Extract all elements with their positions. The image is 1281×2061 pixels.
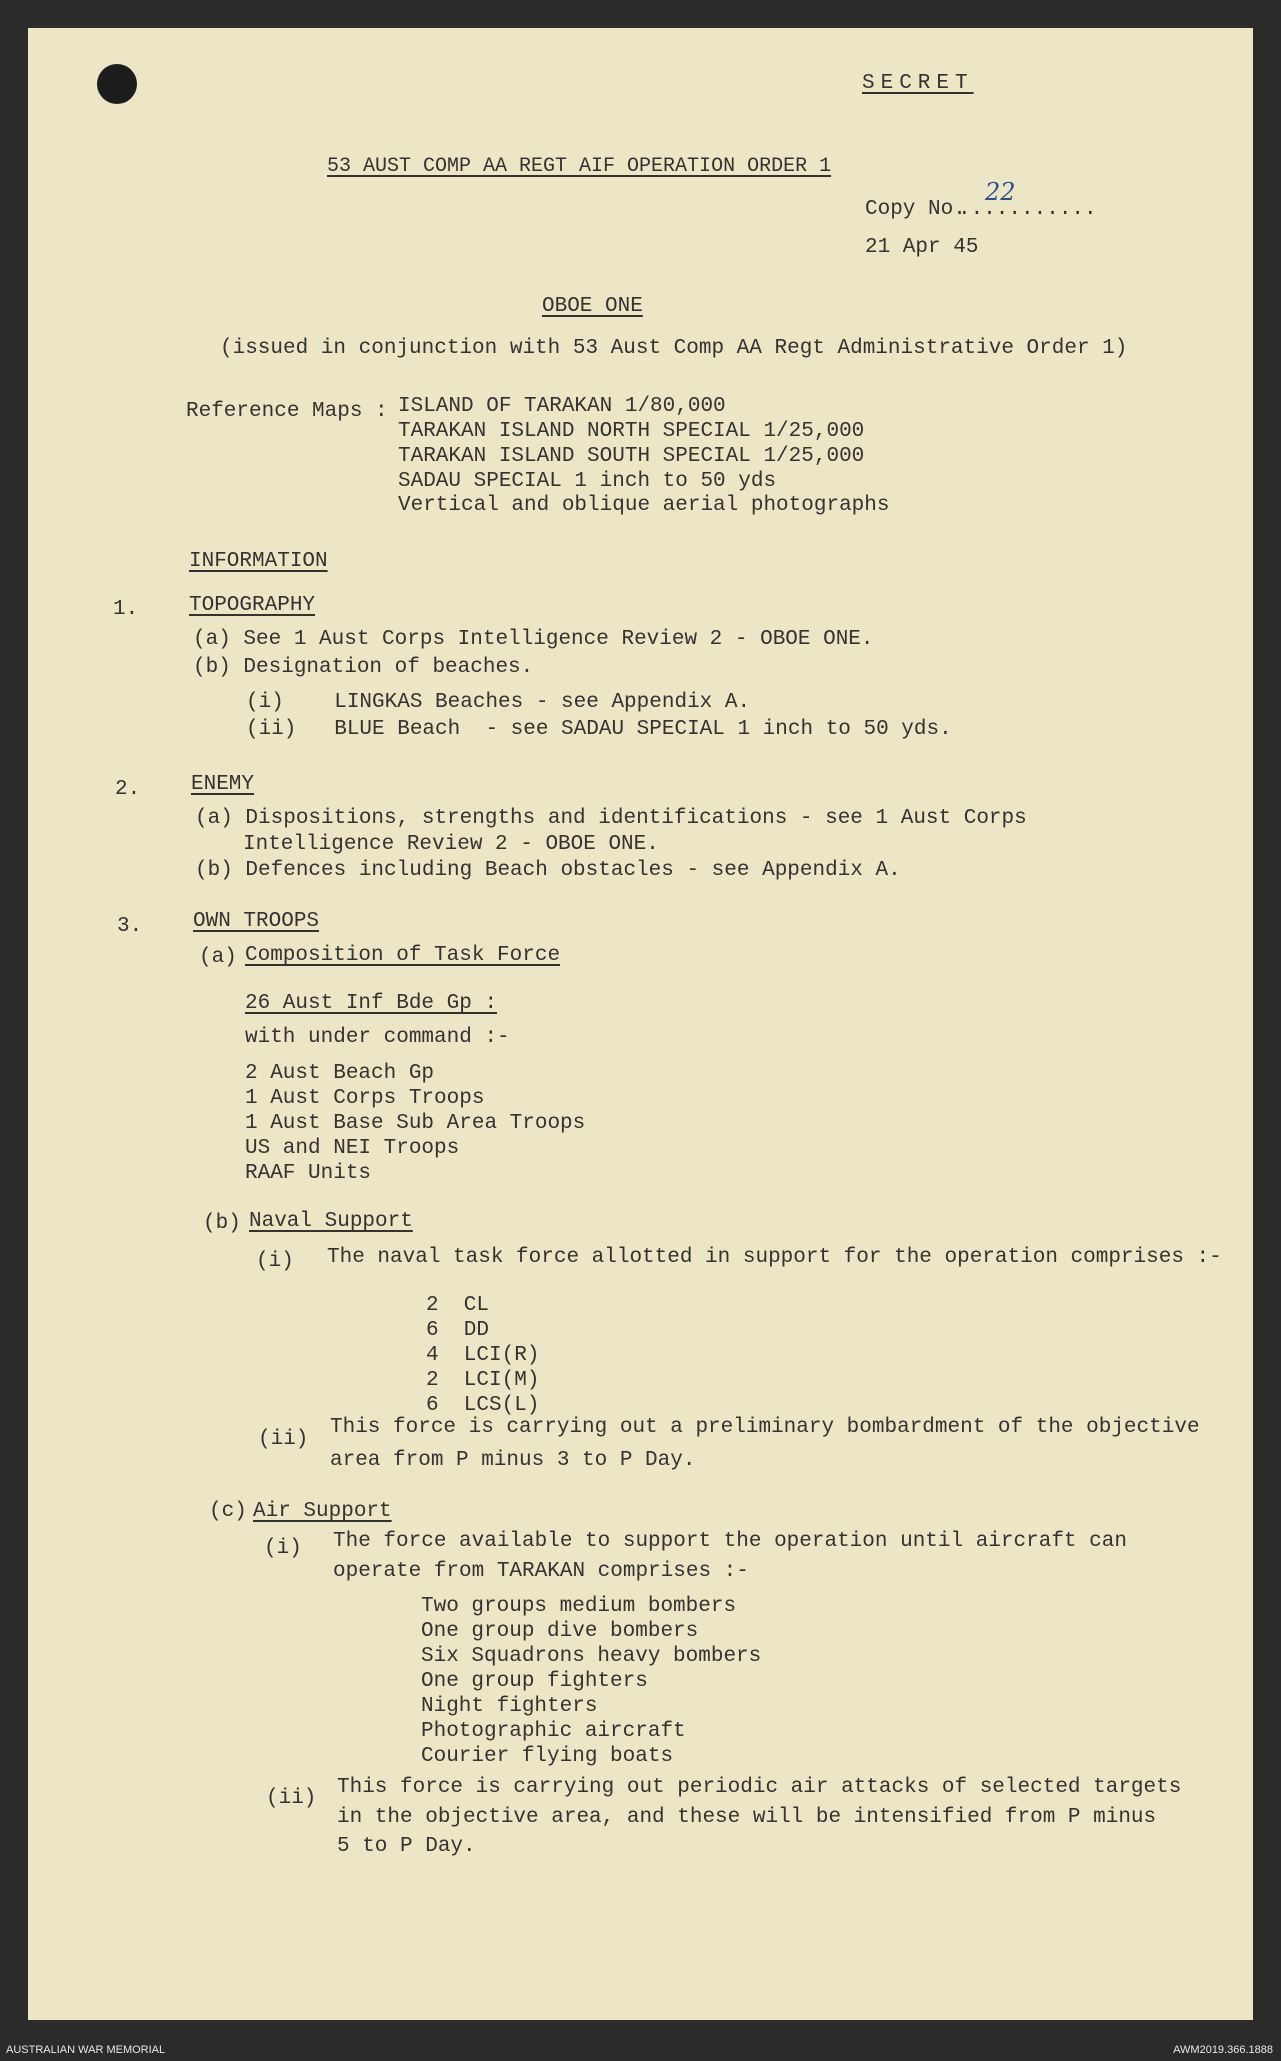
reference-map: ISLAND OF TARAKAN 1/80,000: [398, 395, 726, 418]
ship-item: 6 DD: [426, 1319, 490, 1342]
aircraft-item: Courier flying boats: [421, 1745, 674, 1768]
paragraph: The naval task force allotted in support for the operation comprises :-: [327, 1246, 1222, 1269]
paragraph: area from P minus 3 to P Day.: [330, 1449, 696, 1472]
paragraph: This force is carrying out periodic air attacks of selected targets: [337, 1776, 1182, 1799]
section-heading-enemy: ENEMY: [191, 773, 255, 796]
sub-label: (ii): [258, 1428, 309, 1451]
sub-label: (b): [203, 1212, 241, 1235]
reference-map: TARAKAN ISLAND SOUTH SPECIAL 1/25,000: [398, 445, 865, 468]
reference-map: SADAU SPECIAL 1 inch to 50 yds: [398, 470, 777, 493]
reference-map: Vertical and oblique aerial photographs: [398, 494, 890, 517]
section-heading-own-troops: OWN TROOPS: [193, 910, 320, 933]
information-heading: INFORMATION: [189, 550, 328, 573]
subsection-heading: Composition of Task Force: [245, 944, 561, 967]
aircraft-item: Two groups medium bombers: [421, 1595, 737, 1618]
sub-label: (i): [256, 1250, 294, 1273]
paragraph: with under command :-: [245, 1026, 510, 1049]
copy-number: 22: [985, 178, 1016, 206]
aircraft-item: One group fighters: [421, 1670, 648, 1693]
sub-label: (c): [209, 1500, 247, 1523]
paragraph: (b) Designation of beaches.: [193, 656, 534, 679]
ship-item: 6 LCS(L): [426, 1394, 540, 1417]
section-number: 3.: [117, 915, 143, 938]
section-heading-topography: TOPOGRAPHY: [189, 594, 316, 617]
paragraph: (a) Dispositions, strengths and identifications - see 1 Aust Corps: [195, 807, 1027, 830]
sub-label: (i): [264, 1537, 302, 1560]
subsection-heading: Air Support: [253, 1500, 392, 1523]
paragraph: (i) LINGKAS Beaches - see Appendix A.: [246, 691, 751, 714]
paragraph: The force available to support the operation until aircraft can: [333, 1530, 1127, 1553]
paragraph: in the objective area, and these will be intensified from P minus: [337, 1806, 1157, 1829]
aircraft-item: Photographic aircraft: [421, 1720, 686, 1743]
group-heading: 26 Aust Inf Bde Gp :: [245, 992, 498, 1015]
document-date: 21 Apr 45: [865, 236, 979, 259]
unit-item: RAAF Units: [245, 1162, 372, 1185]
unit-item: US and NEI Troops: [245, 1137, 460, 1160]
classification-marking: SECRET: [862, 72, 974, 95]
document-title: 53 AUST COMP AA REGT AIF OPERATION ORDER 1: [327, 155, 832, 178]
punch-hole: [97, 64, 137, 104]
copy-dots: ...........: [958, 198, 1097, 221]
paragraph: (a) See 1 Aust Corps Intelligence Review 2 - OBOE ONE.: [193, 628, 874, 651]
aircraft-item: Six Squadrons heavy bombers: [421, 1645, 762, 1668]
issued-note: (issued in conjunction with 53 Aust Comp AA Regt Administrative Order 1): [220, 337, 1128, 360]
unit-item: 1 Aust Base Sub Area Troops: [245, 1112, 586, 1135]
section-number: 2.: [115, 778, 141, 801]
unit-item: 1 Aust Corps Troops: [245, 1087, 485, 1110]
code-name: OBOE ONE: [542, 295, 643, 318]
paragraph: Intelligence Review 2 - OBOE ONE.: [243, 833, 659, 856]
paragraph: operate from TARAKAN comprises :-: [333, 1560, 749, 1583]
footer-accession: AWM2019.366.1888: [1173, 2044, 1273, 2056]
footer-credit: AUSTRALIAN WAR MEMORIAL: [6, 2044, 166, 2056]
copy-label: Copy No.: [865, 198, 966, 221]
paragraph: (ii) BLUE Beach - see SADAU SPECIAL 1 inch to 50 yds.: [246, 718, 952, 741]
unit-item: 2 Aust Beach Gp: [245, 1062, 435, 1085]
reference-map: TARAKAN ISLAND NORTH SPECIAL 1/25,000: [398, 420, 865, 443]
sub-label: (ii): [266, 1787, 317, 1810]
ship-item: 2 LCI(M): [426, 1369, 540, 1392]
ship-item: 2 CL: [426, 1294, 490, 1317]
reference-maps-label: Reference Maps :: [186, 400, 388, 423]
subsection-heading: Naval Support: [249, 1210, 413, 1233]
aircraft-item: One group dive bombers: [421, 1620, 699, 1643]
aircraft-item: Night fighters: [421, 1695, 598, 1718]
ship-item: 4 LCI(R): [426, 1344, 540, 1367]
paragraph: 5 to P Day.: [337, 1835, 476, 1858]
section-number: 1.: [113, 598, 139, 621]
paragraph: (b) Defences including Beach obstacles - see Appendix A.: [195, 859, 901, 882]
paragraph: This force is carrying out a preliminary bombardment of the objective: [330, 1416, 1200, 1439]
sub-label: (a): [199, 946, 237, 969]
